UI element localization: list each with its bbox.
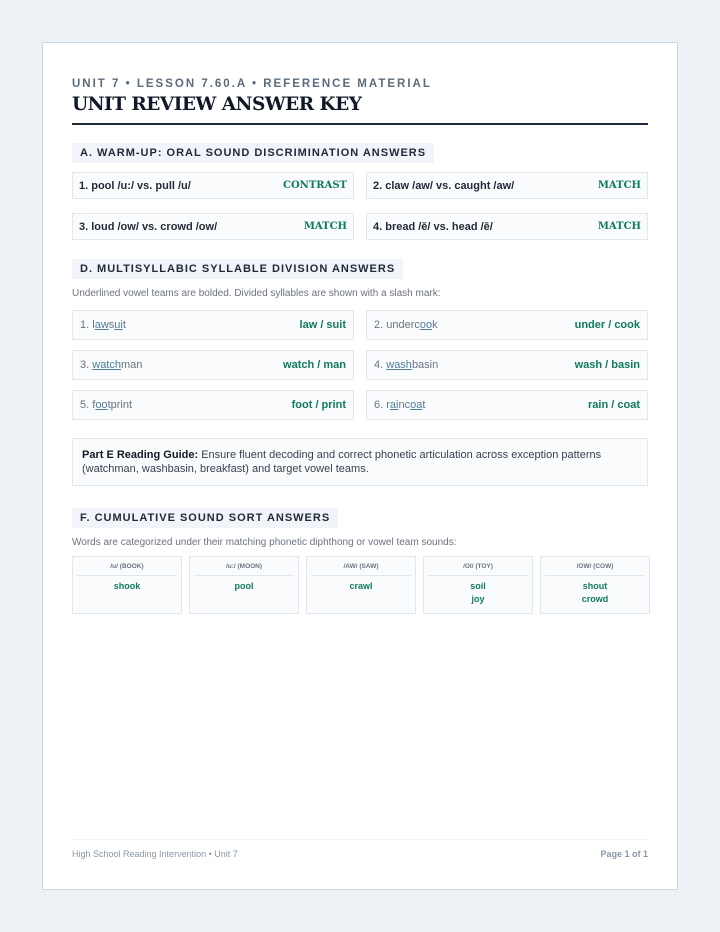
result-tag: MATCH: [597, 180, 641, 191]
callout-label: Part E Reading Guide:: [82, 449, 199, 461]
word-part: k: [432, 319, 438, 331]
item-number: 2.: [374, 319, 384, 331]
discrimination-item: [366, 172, 648, 199]
item-text: 2. claw /aw/ vs. caught /aw/: [373, 179, 515, 192]
page-footer: [72, 839, 648, 859]
word: [80, 359, 142, 371]
sort-word: crowd: [581, 594, 609, 604]
item-text: 3. loud /ow/ vs. crowd /ow/: [79, 220, 218, 233]
sort-column: [189, 556, 299, 614]
page-number: Page 1 of 1: [600, 849, 648, 859]
vowel-team: watch: [92, 359, 121, 371]
syllable-item: [366, 390, 648, 420]
word: [374, 359, 438, 371]
syllable-item: [72, 390, 354, 420]
discrimination-item: [72, 213, 354, 240]
item-text: 4. bread /ĕ/ vs. head /ĕ/: [373, 220, 493, 233]
sort-column: [306, 556, 416, 614]
sort-word: crawl: [349, 581, 373, 591]
sort-column: [72, 556, 182, 614]
vowel-team: oa: [410, 399, 423, 411]
sort-word: joy: [471, 594, 485, 604]
sort-column-head: /OW/ (COW): [545, 563, 645, 576]
vowel-team: ui: [114, 319, 123, 331]
sort-word: shook: [113, 581, 141, 591]
footer-course: High School Reading Intervention • Unit 7: [72, 849, 238, 859]
word-row: [72, 310, 648, 340]
discrimination-item: [72, 172, 354, 199]
syllable-item: [366, 350, 648, 380]
result-tag: MATCH: [303, 221, 347, 232]
item-number: 4.: [374, 359, 384, 371]
word-part: man: [121, 359, 143, 371]
word: [374, 399, 425, 411]
division-answer: under / cook: [574, 319, 640, 331]
word-part: t: [422, 399, 426, 411]
word: [374, 319, 438, 331]
syllable-item: [72, 350, 354, 380]
word-part: f: [92, 399, 96, 411]
word-part: nc: [398, 399, 411, 411]
sort-column-head: /ʊ/ (BOOK): [77, 563, 177, 576]
section-d-note: Underlined vowel teams are bolded. Divided syllables are shown with a slash mark:: [72, 288, 441, 299]
sort-column-head: /OI/ (TOY): [428, 563, 528, 576]
result-tag: MATCH: [597, 221, 641, 232]
result-tag: CONTRAST: [283, 180, 347, 191]
word-part: r: [386, 399, 390, 411]
sort-word: pool: [234, 581, 254, 591]
sort-word: soil: [470, 581, 486, 591]
word-part: basin: [411, 359, 439, 371]
pair-row: [72, 172, 648, 199]
callout-text: Ensure fluent decoding and correct phonetic articulation across exception patterns (watchman, washbasin, breakfast) and target vowel teams.: [82, 449, 602, 475]
section-f: [72, 508, 648, 614]
syllable-item: [72, 310, 354, 340]
lesson-eyebrow: UNIT 7 • LESSON 7.60.A • REFERENCE MATERIAL: [72, 78, 432, 90]
reading-guide-callout: [72, 438, 648, 486]
page-title: UNIT REVIEW ANSWER KEY: [72, 94, 648, 125]
vowel-team: oo: [95, 399, 108, 411]
sort-word: shout: [582, 581, 608, 591]
sort-column-head: /u:/ (MOON): [194, 563, 294, 576]
item-number: 1.: [80, 319, 90, 331]
division-answer: foot / print: [291, 399, 346, 411]
division-answer: wash / basin: [574, 359, 640, 371]
vowel-team: oo: [419, 319, 433, 331]
sort-column: [423, 556, 533, 614]
syllable-item: [366, 310, 648, 340]
pair-row: [72, 213, 648, 240]
section-d-heading: D. MULTISYLLABIC SYLLABLE DIVISION ANSWERS: [72, 259, 403, 279]
division-answer: law / suit: [299, 319, 346, 331]
vowel-team: ai: [389, 399, 399, 411]
sound-sort-grid: [72, 556, 648, 614]
word-row: [72, 390, 648, 420]
word-part: tprint: [107, 399, 133, 411]
vowel-team: wash: [386, 359, 412, 371]
word-part: t: [122, 319, 126, 331]
division-answer: watch / man: [283, 359, 346, 371]
item-number: 3.: [80, 359, 90, 371]
word-part: l: [92, 319, 95, 331]
word-part: s: [108, 319, 115, 331]
division-answer: rain / coat: [588, 399, 640, 411]
item-number: 5.: [80, 399, 90, 411]
word-part: underc: [386, 319, 420, 331]
sort-column: [540, 556, 650, 614]
word-row: [72, 350, 648, 380]
word: [80, 319, 126, 331]
section-f-heading: F. CUMULATIVE SOUND SORT ANSWERS: [72, 508, 338, 528]
section-a-heading: A. WARM-UP: ORAL SOUND DISCRIMINATION ANSWERS: [72, 143, 434, 163]
vowel-team: aw: [94, 319, 109, 331]
section-d: [72, 259, 648, 420]
discrimination-item: [366, 213, 648, 240]
word: [80, 399, 132, 411]
item-number: 6.: [374, 399, 384, 411]
answer-key-page: [42, 42, 678, 890]
section-a: [72, 143, 648, 240]
item-text: 1. pool /u:/ vs. pull /u/: [79, 179, 191, 192]
section-f-note: Words are categorized under their matching phonetic diphthong or vowel team sounds:: [72, 537, 457, 548]
sort-column-head: /AW/ (SAW): [311, 563, 411, 576]
